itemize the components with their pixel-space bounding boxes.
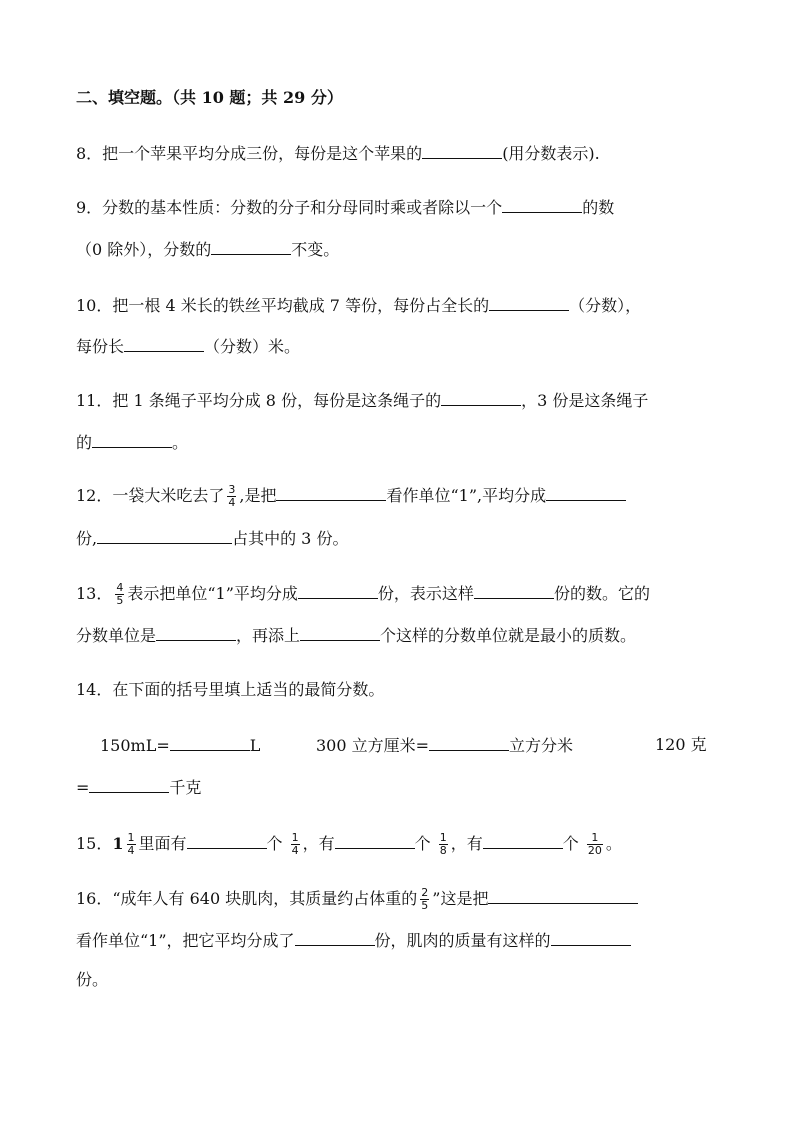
q15-blank-2[interactable] bbox=[335, 833, 415, 849]
q12-text-2: ,是把 bbox=[239, 486, 277, 505]
fraction: $\frac{4}{5}$ bbox=[116, 581, 124, 607]
q9-text-2: 的数 bbox=[582, 198, 615, 217]
q15-text-4: ，有 bbox=[302, 834, 335, 853]
q16-blank-2[interactable] bbox=[295, 930, 375, 946]
fraction: $\frac{1}{4}$ bbox=[291, 831, 299, 857]
q16-blank-1[interactable] bbox=[488, 888, 638, 904]
q9-blank-1[interactable] bbox=[502, 197, 582, 213]
q13-blank-4[interactable] bbox=[300, 625, 380, 641]
q13-blank-2[interactable] bbox=[474, 583, 554, 599]
question-8 bbox=[76, 143, 600, 164]
question-10-line-1 bbox=[76, 295, 641, 316]
q15-text: 15． bbox=[76, 834, 113, 853]
q8-text: 8．把一个苹果平均分成三份，每份是这个苹果的 bbox=[76, 144, 423, 163]
question-13-line-1 bbox=[76, 582, 650, 607]
mixed-number-fraction: $\frac{1}{4}$ bbox=[127, 831, 135, 857]
q11-blank-1[interactable] bbox=[441, 390, 521, 406]
q16-text: 16．“成年人有 640 块肌肉，其质量约占体重的 bbox=[76, 889, 418, 908]
q11-text-3: 的 bbox=[76, 433, 93, 452]
q10-blank-1[interactable] bbox=[489, 295, 569, 311]
mixed-number-whole: 1 bbox=[112, 834, 124, 853]
question-9-line-2 bbox=[76, 239, 339, 260]
question-10-line-2 bbox=[76, 336, 300, 357]
question-9-line-1 bbox=[76, 197, 614, 218]
q10-text-4: （分数）米。 bbox=[204, 337, 301, 356]
q13-text-2: 表示把单位“1”平均分成 bbox=[127, 584, 298, 603]
fraction: $\frac{1}{8}$ bbox=[439, 831, 447, 857]
question-14-line-1 bbox=[76, 680, 384, 700]
q11-text-4: 。 bbox=[172, 433, 189, 452]
q16-text-3: 看作单位“1”，把它平均分成了 bbox=[76, 931, 295, 950]
q12-text-5: 占其中的 3 份。 bbox=[232, 529, 349, 548]
fraction: $\frac{1}{20}$ bbox=[587, 831, 602, 857]
q14-text-5: 立方分米 bbox=[509, 736, 574, 755]
q9-text: 9．分数的基本性质：分数的分子和分母同时乘或者除以一个 bbox=[76, 198, 503, 217]
q13-blank-1[interactable] bbox=[298, 583, 378, 599]
q10-text-3: 每份长 bbox=[76, 337, 125, 356]
q10-text-2: （分数）， bbox=[569, 296, 642, 315]
q16-blank-3[interactable] bbox=[551, 930, 631, 946]
question-15 bbox=[76, 832, 622, 857]
q9-text-4: 不变。 bbox=[291, 240, 340, 259]
q12-text-3: 看作单位“1”,平均分成 bbox=[386, 486, 547, 505]
q13-text-4: 份的数。它的 bbox=[553, 584, 650, 603]
q14-item-3 bbox=[655, 735, 707, 755]
q15-text-7: 个 bbox=[562, 834, 579, 853]
q14-item-3-cont bbox=[76, 777, 201, 798]
q11-text-2: ，3 份是这条绳子 bbox=[521, 391, 649, 410]
q12-blank-3[interactable] bbox=[97, 528, 232, 544]
q14-text-4: 300 立方厘米= bbox=[316, 736, 430, 755]
q15-text-2: 里面有 bbox=[138, 834, 187, 853]
q15-text-5: 个 bbox=[414, 834, 431, 853]
q12-blank-1[interactable] bbox=[276, 485, 386, 501]
q15-blank-3[interactable] bbox=[483, 833, 563, 849]
q16-text-4: 份，肌肉的质量有这样的 bbox=[374, 931, 551, 950]
q14-blank-2[interactable] bbox=[429, 735, 509, 751]
question-16-line-3 bbox=[76, 970, 108, 990]
q8-suffix: (用分数表示). bbox=[502, 144, 600, 163]
question-13-line-2 bbox=[76, 625, 636, 646]
q16-text-2: ”这是把 bbox=[432, 889, 489, 908]
q15-text-3: 个 bbox=[266, 834, 283, 853]
q15-text-6: ，有 bbox=[450, 834, 483, 853]
fraction: $\frac{3}{4}$ bbox=[228, 483, 236, 509]
question-11-line-2 bbox=[76, 432, 188, 453]
q12-text-4: 份, bbox=[76, 529, 98, 548]
q14-text: 14．在下面的括号里填上适当的最简分数。 bbox=[76, 680, 385, 699]
q14-item-2 bbox=[316, 735, 573, 756]
fraction: $\frac{2}{5}$ bbox=[421, 886, 429, 912]
q14-text-7: = bbox=[76, 778, 90, 797]
question-12-line-2 bbox=[76, 528, 348, 549]
q11-blank-2[interactable] bbox=[92, 432, 172, 448]
q14-text-2: 150mL= bbox=[100, 736, 170, 755]
q12-blank-2[interactable] bbox=[546, 485, 626, 501]
q14-text-8: 千克 bbox=[169, 778, 202, 797]
q13-text-3: 份，表示这样 bbox=[377, 584, 474, 603]
q14-blank-3[interactable] bbox=[89, 777, 169, 793]
q9-text-3: （0 除外），分数的 bbox=[76, 240, 212, 259]
q10-text: 10．把一根 4 米长的铁丝平均截成 7 等份，每份占全长的 bbox=[76, 296, 490, 315]
q14-text-3: L bbox=[249, 736, 261, 755]
section-heading: 二、填空题。（共 10 题；共 29 分） bbox=[76, 88, 343, 107]
q15-blank-1[interactable] bbox=[187, 833, 267, 849]
q14-text-6: 120 克 bbox=[655, 735, 707, 754]
question-16-line-1 bbox=[76, 887, 638, 912]
question-12-line-1 bbox=[76, 484, 626, 509]
q8-blank[interactable] bbox=[422, 143, 502, 159]
q13-text-5: 分数单位是 bbox=[76, 626, 157, 645]
q16-text-5: 份。 bbox=[76, 970, 109, 989]
q14-blank-1[interactable] bbox=[170, 735, 250, 751]
q15-text-8: 。 bbox=[605, 834, 622, 853]
q13-text-7: 个这样的分数单位就是最小的质数。 bbox=[380, 626, 637, 645]
q11-text: 11．把 1 条绳子平均分成 8 份，每份是这条绳子的 bbox=[76, 391, 442, 410]
q9-blank-2[interactable] bbox=[211, 239, 291, 255]
q10-blank-2[interactable] bbox=[124, 336, 204, 352]
q13-text-6: ，再添上 bbox=[236, 626, 301, 645]
q12-text: 12．一袋大米吃去了 bbox=[76, 486, 225, 505]
question-11-line-1 bbox=[76, 390, 648, 411]
q14-item-1 bbox=[100, 735, 260, 756]
q13-text: 13． bbox=[76, 584, 113, 603]
q13-blank-3[interactable] bbox=[156, 625, 236, 641]
question-16-line-2 bbox=[76, 930, 631, 951]
